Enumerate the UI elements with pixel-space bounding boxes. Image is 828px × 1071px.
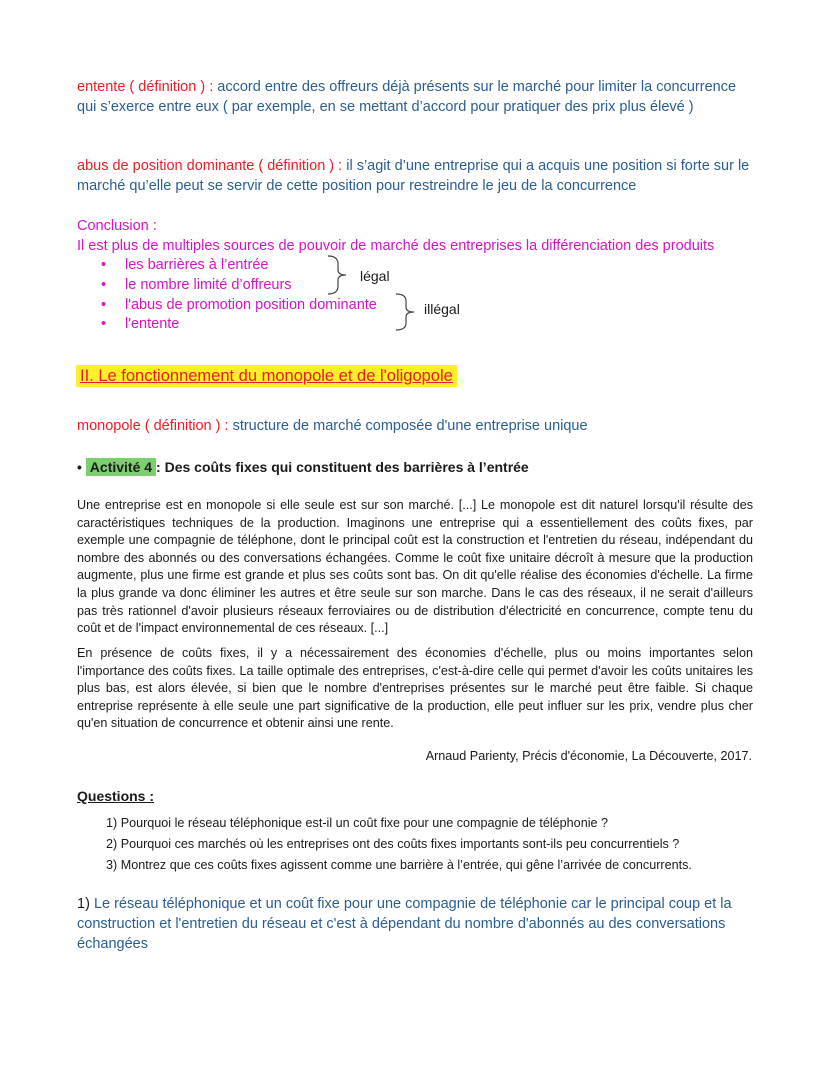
document-paragraph-1: Une entreprise est en monopole si elle seule est sur son marché. [...] Le monopole est dit naturel lorsqu'il résulte des caractéristiques techniques de la production. Imaginons une entreprise qui a essentiellement des coûts fixes, par exemple une compagnie de téléphone, dont le principal coût est la construction et l'entretien du réseau, indépendant du nombre des abonnés ou des conversations échangées. Comme le coût fixe unitaire décroît à mesure que la production augmente, plus une firme est grande et plus ses coûts sont bas. On dit qu'elle réalise des économies d'échelle. La firme la plus grande va donc éliminer les autres et être seule sur son marche. Dans le cas des réseaux, il ne serait d'ailleurs pas très rationnel d'avoir plusieurs réseaux ferroviaires ou de distribution d'électricité en concurrence, compte tenu du coût et de l'impact environnemental de ces réseaux. [...] xyxy=(77,498,753,636)
monopole-text: structure de marché composée d'une entreprise unique xyxy=(232,418,588,434)
conclusion-intro: Il est plus de multiples sources de pouvoir de marché des entreprises la différenciation des produits xyxy=(77,238,715,254)
list-item: 3) Montrez que ces coûts fixes agissent comme une barrière à l’entrée, qui gêne l’arrivée de concurrents. xyxy=(106,858,692,872)
abus-text: il s’agit d’une entreprise qui a acquis une position si forte sur le marché qu’elle peut se servir de cette position pour restreindre le jeu de la concurrence xyxy=(77,158,750,194)
conclusion-title: Conclusion : xyxy=(77,218,157,234)
section-heading xyxy=(76,365,457,387)
brace-illegal-icon xyxy=(394,292,418,332)
questions-title: Questions : xyxy=(77,788,155,804)
list-item: 1) Pourquoi le réseau téléphonique est-il un coût fixe pour une compagnie de téléphonie ? xyxy=(106,816,608,830)
questions-list xyxy=(106,813,786,876)
abus-term: abus de position dominante ( définition ) : xyxy=(77,158,343,174)
illegal-label: illégal xyxy=(424,301,460,317)
entente-term: entente ( définition ) : xyxy=(77,79,214,95)
answer-1-text: Le réseau téléphonique et un coût fixe pour une compagnie de téléphonie car le principal coup et la construction et l'entretien du réseau et c'est à dépendant du nombre d'abonnés au des conversations échangées xyxy=(77,896,732,952)
document-source: Arnaud Parienty, Précis d'économie, La Découverte, 2017. xyxy=(425,749,752,763)
list-item: • l'abus de promotion position dominante xyxy=(77,296,477,316)
list-item: • l'entente xyxy=(77,315,477,335)
brace-legal-icon xyxy=(326,254,350,296)
document-paragraph-2: En présence de coûts fixes, il y a nécessairement des économies d'échelle, plus ou moins importantes selon l'importance des coûts fixes. La taille optimale des entreprises, c'est-à-dire celle qui permet d'avoir les coûts unitaires les plus bas, est alors élevée, si bien que le nombre d'entreprises présentes sur le marché peut être faible. Si chaque entreprise représente à elle seule une part significative de la production, elle peut influer sur les prix, vendre plus cher qu'en situation de concurrence et obtenir ainsi une rente. xyxy=(77,646,753,731)
activity-label: Activité 4 xyxy=(86,458,156,476)
answer-1 xyxy=(77,895,757,954)
entente-text: accord entre des offreurs déjà présents sur le marché pour limiter la concurrence qui s’exerce entre eux ( par exemple, en se mettant d’accord pour pratiquer des prix plus élevé ) xyxy=(77,79,737,115)
entente-definition xyxy=(77,78,757,118)
legal-label: légal xyxy=(360,268,390,284)
list-item: • les barrières à l’entrée xyxy=(77,256,477,276)
section-heading-text: II. Le fonctionnement du monopole et de l'oligopole xyxy=(76,365,457,387)
abus-definition xyxy=(77,157,757,197)
activity-title: : Des coûts fixes qui constituent des barrières à l’entrée xyxy=(156,459,529,475)
activity-heading xyxy=(77,457,529,477)
list-item: • le nombre limité d’offreurs xyxy=(77,276,477,296)
activity-bullet: • xyxy=(77,459,82,475)
list-item: 2) Pourquoi ces marchés où les entreprises ont des coûts fixes importants sont-ils peu concurrentiels ? xyxy=(106,837,680,851)
answer-1-number: 1) xyxy=(77,896,90,912)
monopole-definition xyxy=(77,417,757,437)
monopole-term: monopole ( définition ) : xyxy=(77,418,229,434)
